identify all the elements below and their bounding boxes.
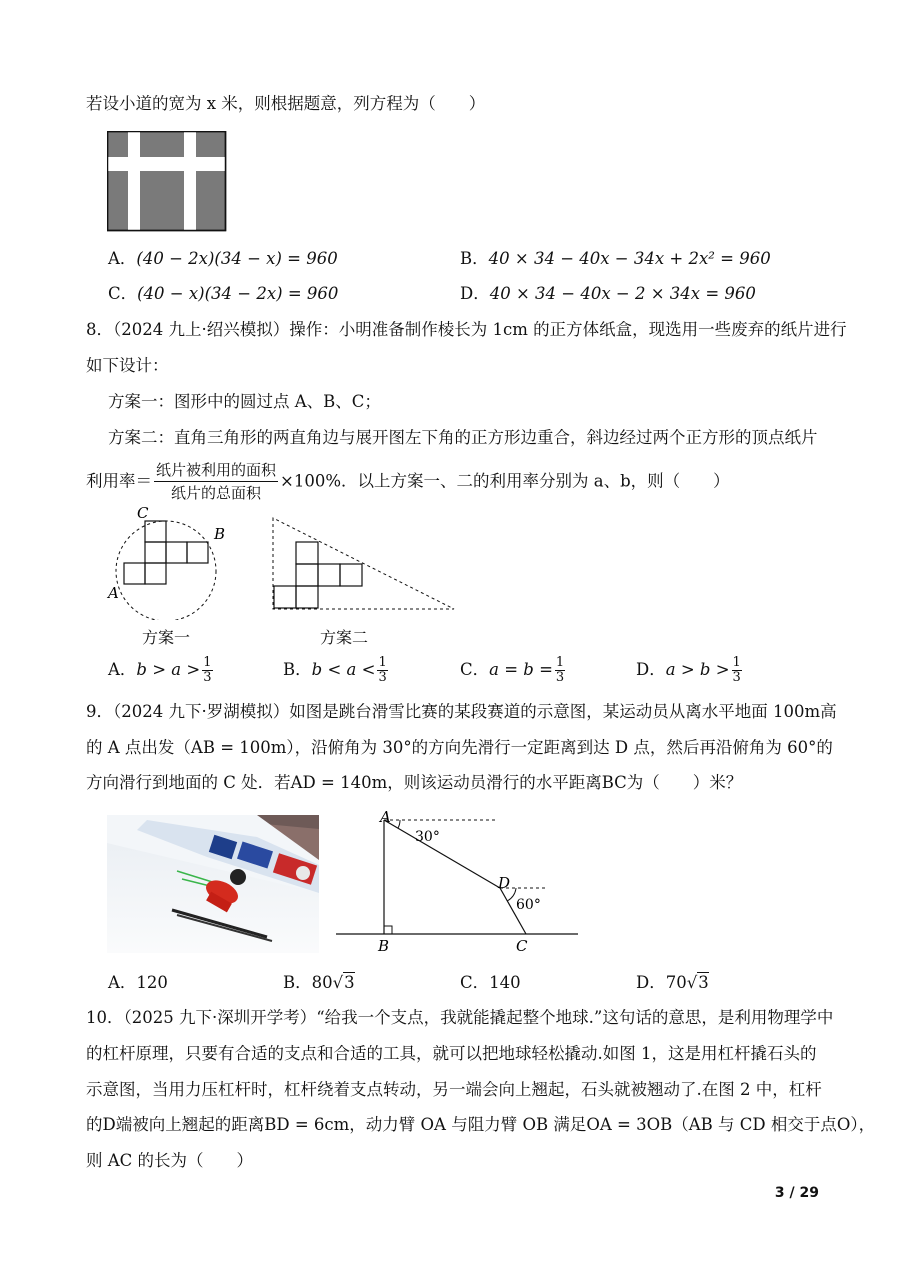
page-number: 3 / 29 xyxy=(774,1185,819,1201)
q10-line-3: 示意图，当用力压杠杆时，杠杆绕着支点转动，另一端会向上翘起，石头就被翘动了.在图 2 中，杠杆 xyxy=(86,1080,822,1099)
q8-option-c: C．a = b = $\frac{1}{3}$ xyxy=(460,655,565,685)
ski-jump-photo xyxy=(107,815,319,953)
label-d: D xyxy=(498,874,511,892)
q10-line-1: 10．（2025 九下·深圳开学考）“给我一个支点，我就能撬起整个地球.”这句话的意思，是利用物理学中 xyxy=(86,1008,834,1027)
q8-plan1-caption: 方案一 xyxy=(142,628,191,647)
q8-plan1-figure xyxy=(104,502,239,620)
label-b: B xyxy=(378,937,390,953)
q9-line-3: 方向滑行到地面的 C 处．若AD = 140m，则该运动员滑行的水平距离BC为（ ）米？ xyxy=(86,773,743,792)
label-a: A xyxy=(380,808,391,826)
rate-denominator: 纸片的总面积 xyxy=(171,484,262,502)
rate-numerator: 纸片被利用的面积 xyxy=(154,461,278,482)
q9-line-1: 9．（2024 九下·罗湖模拟）如图是跳台滑雪比赛的某段赛道的示意图，某运动员从离水平地面 100m高 xyxy=(86,702,837,721)
q9-option-b: B．80√3 xyxy=(283,973,355,992)
q7-option-c: C．(40 − x)(34 − 2x) = 960 xyxy=(108,284,339,303)
angle-30-label: 30° xyxy=(415,829,440,845)
q8-option-d: D．a > b > $\frac{1}{3}$ xyxy=(636,655,741,685)
q7-option-d: D．40 × 34 − 40x − 2 × 34x = 960 xyxy=(460,284,756,303)
q9-option-c: C．140 xyxy=(460,973,521,992)
label-c: C xyxy=(516,937,528,953)
q8-option-b: B．b < a < $\frac{1}{3}$ xyxy=(283,655,387,685)
q8-plan2-caption: 方案二 xyxy=(320,628,369,647)
q7-garden-figure xyxy=(107,131,227,232)
q9-option-d: D．70√3 xyxy=(636,973,709,992)
q9-line-2: 的 A 点出发（AB = 100m），沿俯角为 30°的方向先滑行一定距离到达 D 点，然后再沿俯角为 60°的 xyxy=(86,738,833,757)
q10-line-2: 的杠杆原理，只要有合适的支点和合适的工具，就可以把地球轻松撬动.如图 1，这是用杠杆撬石头的 xyxy=(86,1044,817,1063)
q8-line-2: 如下设计： xyxy=(86,356,169,375)
q8-plan-1: 方案一：图形中的圆过点 A、B、C； xyxy=(108,392,381,411)
q7-option-b: B．40 × 34 − 40x − 34x + 2x² = 960 xyxy=(460,249,771,268)
q8-rate-formula: 利用率＝ $\frac{\text{纸片被利用的面积}}{\text{纸片的总面积}}$ ×100%．以上方案一、二的利用率分别为 a、b，则（ ） xyxy=(86,461,730,502)
label-a: A xyxy=(108,584,119,602)
q7-stem: 若设小道的宽为 x 米，则根据题意，列方程为（ ） xyxy=(86,94,486,113)
q9-slope-diagram xyxy=(336,808,581,953)
label-c: C xyxy=(137,504,149,522)
q8-option-a: A．b > a > $\frac{1}{3}$ xyxy=(108,655,212,685)
q10-line-4: 的D端被向上翘起的距离BD = 6cm，动力臂 OA 与阻力臂 OB 满足OA = 3OB（AB 与 CD 相交于点O）， xyxy=(86,1115,876,1134)
q8-plan-2: 方案二：直角三角形的两直角边与展开图左下角的正方形边重合，斜边经过两个正方形的顶点纸片 xyxy=(108,428,818,447)
angle-60-label: 60° xyxy=(516,897,541,913)
q8-line-1: 8．（2024 九上·绍兴模拟）操作：小明准备制作棱长为 1cm 的正方体纸盒，现选用一些废弃的纸片进行 xyxy=(86,320,847,339)
q8-plan2-figure xyxy=(271,516,457,612)
q7-option-a: A．(40 − 2x)(34 − x) = 960 xyxy=(108,249,338,268)
q9-option-a: A．120 xyxy=(108,973,168,992)
q10-line-5: 则 AC 的长为（ ） xyxy=(86,1151,254,1170)
label-b: B xyxy=(214,525,226,543)
